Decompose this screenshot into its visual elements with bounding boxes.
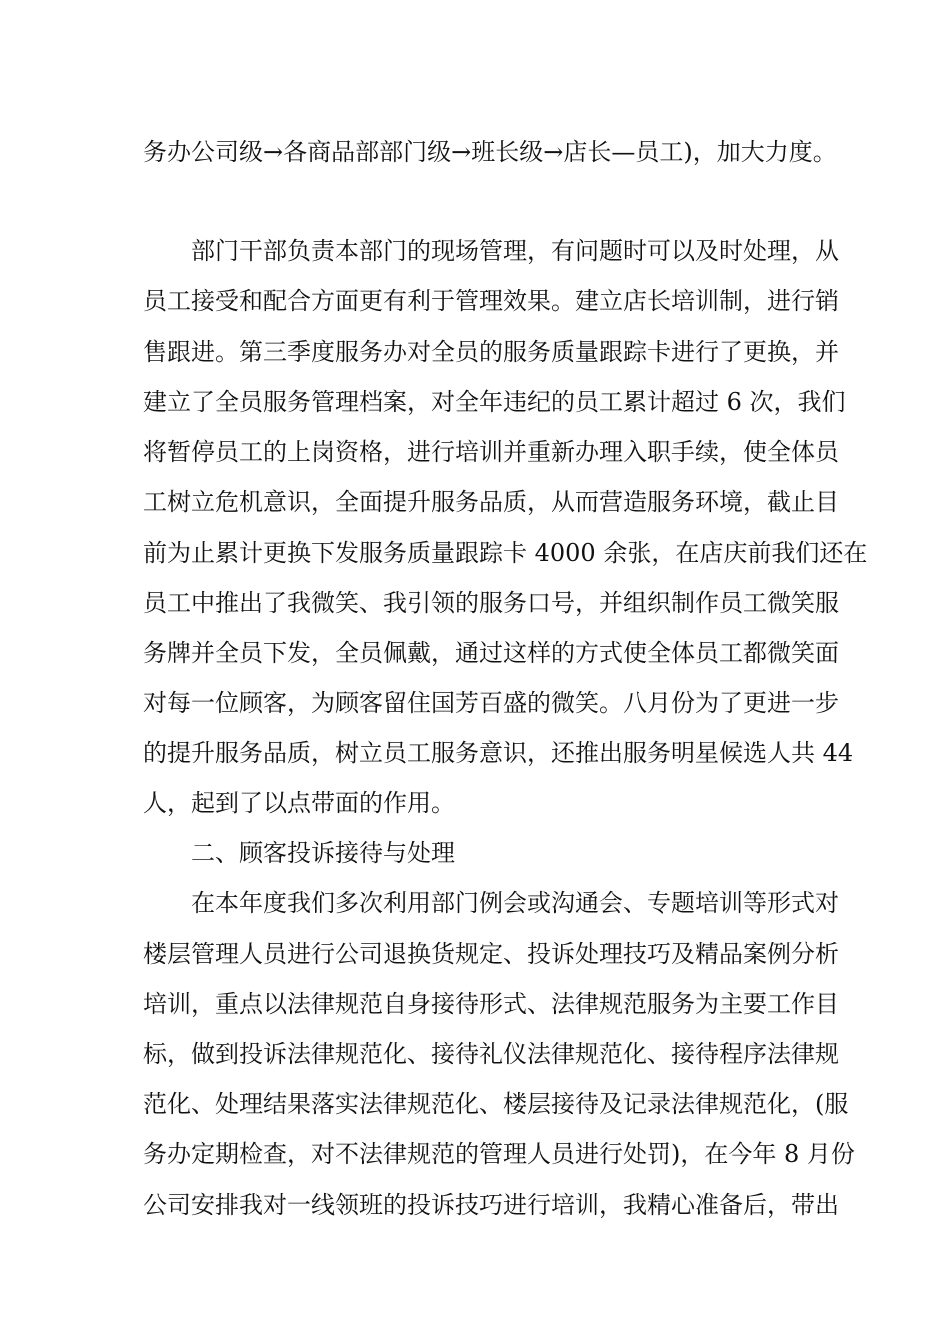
text-line: 标，做到投诉法律规范化、接待礼仪法律规范化、接待程序法律规	[143, 1040, 839, 1068]
text-line: 务牌并全员下发，全员佩戴，通过这样的方式使全体员工都微笑面	[143, 639, 839, 667]
text-line: 对每一位顾客，为顾客留住国芳百盛的微笑。八月份为了更进一步	[143, 689, 839, 717]
text-line: 建立了全员服务管理档案，对全年违纪的员工累计超过 6 次，我们	[143, 388, 846, 416]
text-line: 务办公司级→各商品部部门级→班长级→店长—员工)，加大力度。	[143, 138, 837, 166]
text-line: 人，起到了以点带面的作用。	[143, 789, 455, 817]
text-line: 楼层管理人员进行公司退换货规定、投诉处理技巧及精品案例分析	[143, 940, 839, 968]
text-line: 售跟进。第三季度服务办对全员的服务质量跟踪卡进行了更换，并	[143, 338, 839, 366]
text-line: 在本年度我们多次利用部门例会或沟通会、专题培训等形式对	[191, 889, 839, 917]
text-line: 部门干部负责本部门的现场管理，有问题时可以及时处理，从	[191, 237, 839, 265]
text-line: 工树立危机意识，全面提升服务品质，从而营造服务环境，截止目	[143, 488, 839, 516]
section-heading: 二、顾客投诉接待与处理	[191, 839, 455, 867]
text-line: 员工中推出了我微笑、我引领的服务口号，并组织制作员工微笑服	[143, 589, 839, 617]
text-line: 范化、处理结果落实法律规范化、楼层接待及记录法律规范化，(服	[143, 1090, 849, 1118]
text-line: 员工接受和配合方面更有利于管理效果。建立店长培训制，进行销	[143, 287, 839, 315]
text-line: 的提升服务品质，树立员工服务意识，还推出服务明星候选人共 44	[143, 739, 854, 767]
text-line: 公司安排我对一线领班的投诉技巧进行培训，我精心准备后，带出	[143, 1191, 839, 1219]
text-line: 将暂停员工的上岗资格，进行培训并重新办理入职手续，使全体员	[143, 438, 839, 466]
text-line: 培训，重点以法律规范自身接待形式、法律规范服务为主要工作目	[143, 990, 839, 1018]
text-line: 前为止累计更换下发服务质量跟踪卡 4000 余张，在店庆前我们还在	[143, 539, 868, 567]
text-line: 务办定期检查，对不法律规范的管理人员进行处罚)，在今年 8 月份	[143, 1140, 855, 1168]
